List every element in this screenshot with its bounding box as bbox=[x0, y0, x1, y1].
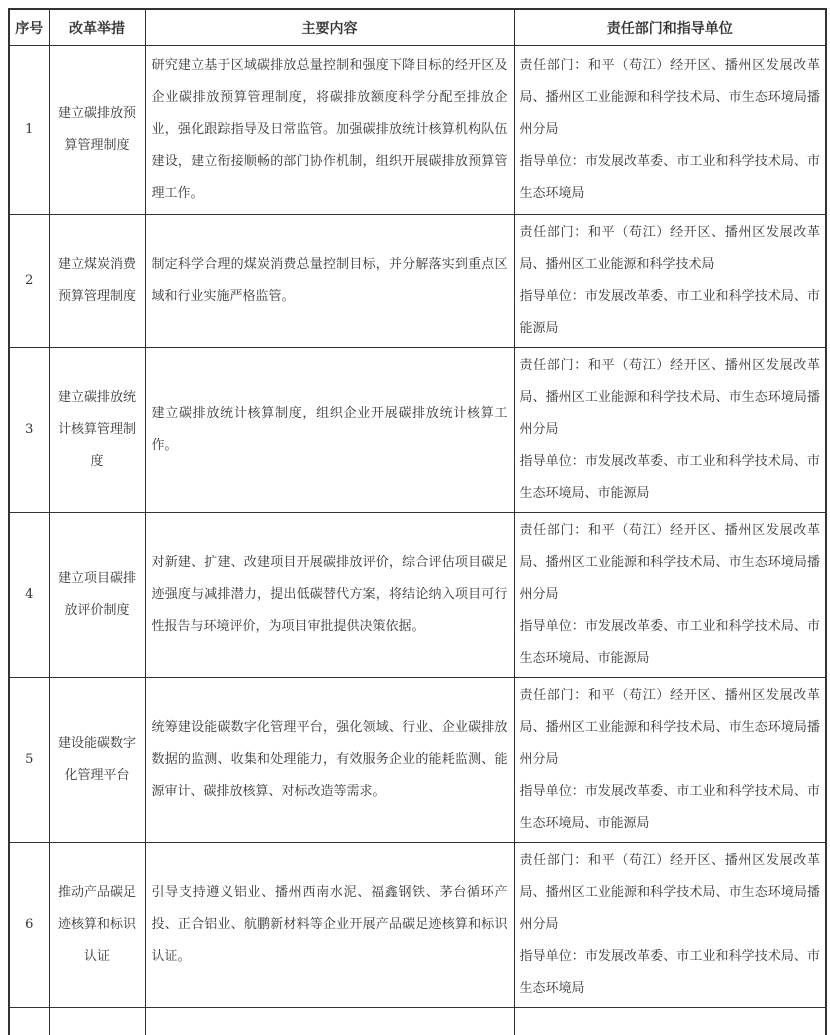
row-index-cell: 3 bbox=[9, 348, 49, 513]
responsible-departments-text: 责任部门：和平（苟江）经开区、播州区发展改革局、播州区工业能源和科学技术局、市生态环境局播州分局 bbox=[519, 853, 820, 932]
reform-measure-cell: 建设能碳数字化管理平台 bbox=[49, 678, 145, 843]
reform-measure-cell: 推动产品碳足迹核算和标识认证 bbox=[49, 843, 145, 1008]
col-header-departments: 责任部门和指导单位 bbox=[514, 9, 826, 46]
departments-cell bbox=[514, 678, 826, 843]
reform-measure-cell: 建立项目碳排放评价制度 bbox=[49, 513, 145, 678]
main-content-cell: 引导支持遵义铝业、播州西南水泥、福鑫钢铁、茅台循环产投、正合铝业、航鹏新材料等企业开展产品碳足迹核算和标识认证。 bbox=[145, 843, 514, 1008]
row-index-cell: 5 bbox=[9, 678, 49, 843]
responsible-departments-text: 责任部门：和平（苟江）经开区、播州区发展改革局、播州区工业能源和科学技术局、市生态环境局播州分局 bbox=[519, 58, 820, 137]
guidance-units-text: 指导单位：市发展改革委、市工业和科学技术局、市生态环境局 bbox=[519, 949, 820, 996]
guidance-units-text: 指导单位：市发展改革委、市工业和科学技术局、市生态环境局 bbox=[519, 154, 820, 201]
row-index-cell: 1 bbox=[9, 46, 49, 215]
table-partial-body bbox=[9, 1008, 826, 1035]
partial-index-cell bbox=[9, 1008, 49, 1035]
header-row bbox=[9, 9, 826, 46]
departments-cell bbox=[514, 215, 826, 348]
guidance-units-text: 指导单位：市发展改革委、市工业和科学技术局、市能源局 bbox=[519, 289, 820, 336]
main-content-cell: 制定科学合理的煤炭消费总量控制目标，并分解落实到重点区域和行业实施严格监管。 bbox=[145, 215, 514, 348]
responsible-departments-text: 责任部门：和平（苟江）经开区、播州区发展改革局、播州区工业能源和科学技术局 bbox=[519, 225, 820, 272]
reform-measure-cell: 建立碳排放预算管理制度 bbox=[49, 46, 145, 215]
guidance-units-text: 指导单位：市发展改革委、市工业和科学技术局、市生态环境局、市能源局 bbox=[519, 619, 820, 666]
main-content-cell: 统筹建设能碳数字化管理平台，强化领域、行业、企业碳排放数据的监测、收集和处理能力，有效服务企业的能耗监测、能源审计、碳排放核算、对标改造等需求。 bbox=[145, 678, 514, 843]
main-content-cell: 研究建立基于区域碳排放总量控制和强度下降目标的经开区及企业碳排放预算管理制度，将碳排放额度科学分配至排放企业，强化跟踪指导及日常监管。加强碳排放统计核算机构队伍建设，建立衔接顺畅的部门协作机制，组织开展碳排放预算管理工作。 bbox=[145, 46, 514, 215]
col-header-index: 序号 bbox=[9, 9, 49, 46]
row-index-cell: 6 bbox=[9, 843, 49, 1008]
departments-cell bbox=[514, 843, 826, 1008]
guidance-units-text: 指导单位：市发展改革委、市工业和科学技术局、市生态环境局、市能源局 bbox=[519, 784, 820, 831]
reform-measure-cell: 建立碳排放统计核算管理制度 bbox=[49, 348, 145, 513]
reform-measures-table bbox=[8, 8, 827, 1035]
guidance-units-text: 指导单位：市发展改革委、市工业和科学技术局、市生态环境局、市能源局 bbox=[519, 454, 820, 501]
table-header bbox=[9, 9, 826, 46]
row-index-cell: 2 bbox=[9, 215, 49, 348]
main-content-cell: 对新建、扩建、改建项目开展碳排放评价，综合评估项目碳足迹强度与减排潜力，提出低碳替代方案，将结论纳入项目可行性报告与环境评价，为项目审批提供决策依据。 bbox=[145, 513, 514, 678]
departments-cell bbox=[514, 46, 826, 215]
table-body bbox=[9, 46, 826, 1008]
responsible-departments-text: 责任部门：和平（苟江）经开区、播州区发展改革局、播州区工业能源和科学技术局、市生态环境局播州分局 bbox=[519, 523, 820, 602]
table-row bbox=[9, 843, 826, 1008]
row-index-cell: 4 bbox=[9, 513, 49, 678]
partial-row bbox=[9, 1008, 826, 1035]
responsible-departments-text: 责任部门：和平（苟江）经开区、播州区发展改革局、播州区工业能源和科学技术局、市生态环境局播州分局 bbox=[519, 688, 820, 767]
partial-measure-cell bbox=[49, 1008, 145, 1035]
partial-departments-cell bbox=[514, 1008, 826, 1035]
table-row bbox=[9, 348, 826, 513]
reform-measure-cell: 建立煤炭消费预算管理制度 bbox=[49, 215, 145, 348]
col-header-measure: 改革举措 bbox=[49, 9, 145, 46]
table-row bbox=[9, 678, 826, 843]
main-content-cell: 建立碳排放统计核算制度，组织企业开展碳排放统计核算工作。 bbox=[145, 348, 514, 513]
responsible-departments-text: 责任部门：和平（苟江）经开区、播州区发展改革局、播州区工业能源和科学技术局、市生态环境局播州分局 bbox=[519, 358, 820, 437]
col-header-content: 主要内容 bbox=[145, 9, 514, 46]
table-row bbox=[9, 215, 826, 348]
partial-content-cell bbox=[145, 1008, 514, 1035]
table-row bbox=[9, 46, 826, 215]
table-row bbox=[9, 513, 826, 678]
departments-cell bbox=[514, 348, 826, 513]
departments-cell bbox=[514, 513, 826, 678]
